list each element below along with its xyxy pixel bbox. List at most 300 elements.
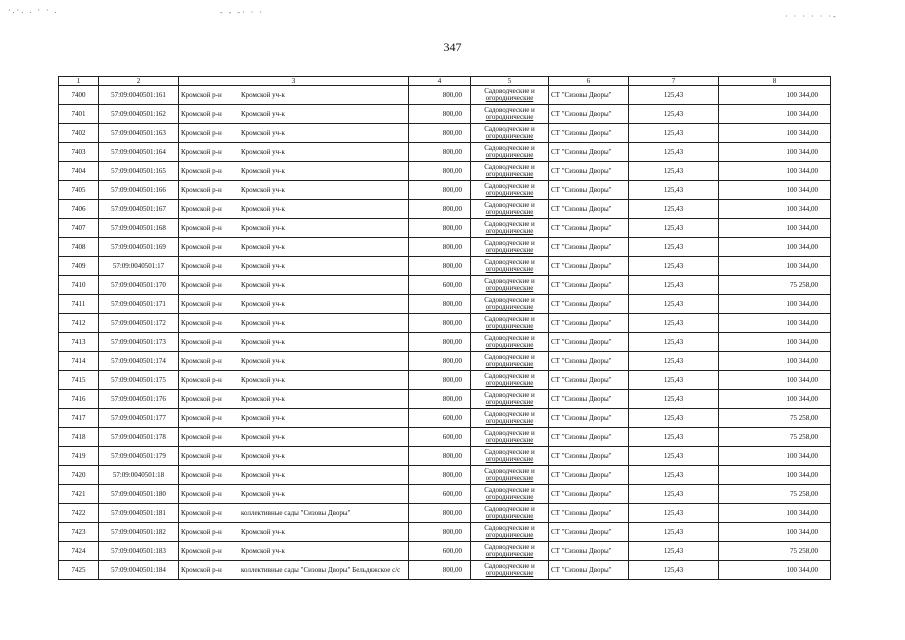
row-number: 7410 [59, 276, 99, 295]
cadastral-value: 100 344,00 [719, 162, 831, 181]
row-number: 7406 [59, 200, 99, 219]
area: 600,00 [409, 542, 471, 561]
unit-price: 125,43 [629, 219, 719, 238]
land-use-category [471, 143, 549, 162]
row-number: 7420 [59, 466, 99, 485]
column-header: 5 [471, 77, 549, 86]
cadastral-number: 57:09:0040501:168 [99, 219, 179, 238]
row-number: 7419 [59, 447, 99, 466]
place: Кромской уч-к [241, 148, 285, 156]
cadastral-value: 75 258,00 [719, 409, 831, 428]
table-row [59, 200, 831, 219]
district: Кромской р-н [181, 338, 222, 346]
cadastral-value: 100 344,00 [719, 257, 831, 276]
table-row [59, 143, 831, 162]
unit-price: 125,43 [629, 295, 719, 314]
land-use-category [471, 504, 549, 523]
row-number: 7407 [59, 219, 99, 238]
organization: СТ "Сизовы Дворы" [549, 485, 629, 504]
category-line-1: Садоводческие и [484, 334, 535, 342]
land-use-category [471, 105, 549, 124]
category-line-2: огороднические [485, 246, 534, 254]
row-number: 7405 [59, 181, 99, 200]
scan-artifact-left: ·.·. . · · . [8, 6, 59, 15]
location [179, 143, 409, 162]
category-line-2: огороднические [485, 94, 534, 102]
category-line-2: огороднические [485, 417, 534, 425]
district: Кромской р-н [181, 547, 222, 555]
cadastral-value: 100 344,00 [719, 523, 831, 542]
unit-price: 125,43 [629, 409, 719, 428]
table-row [59, 181, 831, 200]
category-line-2: огороднические [485, 531, 534, 539]
category-line-1: Садоводческие и [484, 467, 535, 475]
area: 800,00 [409, 523, 471, 542]
cadastral-value: 75 258,00 [719, 276, 831, 295]
category-line-1: Садоводческие и [484, 106, 535, 114]
table-row [59, 105, 831, 124]
column-header: 6 [549, 77, 629, 86]
category-line-1: Садоводческие и [484, 486, 535, 494]
organization: СТ "Сизовы Дворы" [549, 143, 629, 162]
area: 600,00 [409, 409, 471, 428]
area: 800,00 [409, 466, 471, 485]
area: 800,00 [409, 295, 471, 314]
unit-price: 125,43 [629, 352, 719, 371]
place: Кромской уч-к [241, 224, 285, 232]
land-use-category [471, 523, 549, 542]
place: коллективные сады "Сизовы Дворы" Бельдяжское с/с [241, 566, 401, 574]
area: 800,00 [409, 352, 471, 371]
column-header: 1 [59, 77, 99, 86]
category-line-1: Садоводческие и [484, 372, 535, 380]
land-use-category [471, 333, 549, 352]
land-use-category [471, 162, 549, 181]
table-row [59, 295, 831, 314]
district: Кромской р-н [181, 281, 222, 289]
category-line-2: огороднические [485, 284, 534, 292]
district: Кромской р-н [181, 205, 222, 213]
table-row [59, 352, 831, 371]
cadastral-number: 57:09:0040501:181 [99, 504, 179, 523]
district: Кромской р-н [181, 414, 222, 422]
area: 800,00 [409, 447, 471, 466]
land-use-category [471, 314, 549, 333]
scan-artifact-center: - - -· · · [220, 8, 264, 17]
category-line-2: огороднические [485, 189, 534, 197]
cadastral-number: 57:09:0040501:162 [99, 105, 179, 124]
cadastral-value: 100 344,00 [719, 352, 831, 371]
unit-price: 125,43 [629, 333, 719, 352]
organization: СТ "Сизовы Дворы" [549, 561, 629, 580]
unit-price: 125,43 [629, 371, 719, 390]
category-line-2: огороднические [485, 265, 534, 273]
district: Кромской р-н [181, 110, 222, 118]
category-line-1: Садоводческие и [484, 144, 535, 152]
location [179, 504, 409, 523]
cadastral-number: 57:09:0040501:183 [99, 542, 179, 561]
land-use-category [471, 371, 549, 390]
organization: СТ "Сизовы Дворы" [549, 447, 629, 466]
land-use-category [471, 542, 549, 561]
area: 800,00 [409, 105, 471, 124]
unit-price: 125,43 [629, 276, 719, 295]
organization: СТ "Сизовы Дворы" [549, 466, 629, 485]
location [179, 86, 409, 105]
row-number: 7422 [59, 504, 99, 523]
location [179, 409, 409, 428]
table-row [59, 257, 831, 276]
scan-artifact-right: · · · · · ·- [785, 12, 838, 21]
area: 800,00 [409, 181, 471, 200]
cadastral-value: 100 344,00 [719, 143, 831, 162]
table-row [59, 276, 831, 295]
cadastral-value: 100 344,00 [719, 466, 831, 485]
unit-price: 125,43 [629, 238, 719, 257]
row-number: 7414 [59, 352, 99, 371]
row-number: 7408 [59, 238, 99, 257]
cadastral-number: 57:09:0040501:18 [99, 466, 179, 485]
category-line-1: Садоводческие и [484, 182, 535, 190]
district: Кромской р-н [181, 490, 222, 498]
table-row [59, 466, 831, 485]
place: Кромской уч-к [241, 129, 285, 137]
location [179, 314, 409, 333]
row-number: 7424 [59, 542, 99, 561]
land-use-category [471, 124, 549, 143]
organization: СТ "Сизовы Дворы" [549, 504, 629, 523]
organization: СТ "Сизовы Дворы" [549, 352, 629, 371]
area: 800,00 [409, 504, 471, 523]
location [179, 390, 409, 409]
district: Кромской р-н [181, 167, 222, 175]
location [179, 295, 409, 314]
table-row [59, 314, 831, 333]
row-number: 7421 [59, 485, 99, 504]
area: 800,00 [409, 561, 471, 580]
category-line-2: огороднические [485, 512, 534, 520]
district: Кромской р-н [181, 566, 222, 574]
organization: СТ "Сизовы Дворы" [549, 390, 629, 409]
district: Кромской р-н [181, 433, 222, 441]
category-line-2: огороднические [485, 227, 534, 235]
cadastral-number: 57:09:0040501:169 [99, 238, 179, 257]
column-header: 2 [99, 77, 179, 86]
cadastral-value: 100 344,00 [719, 181, 831, 200]
table-row [59, 561, 831, 580]
table-row [59, 409, 831, 428]
area: 800,00 [409, 333, 471, 352]
area: 800,00 [409, 124, 471, 143]
district: Кромской р-н [181, 452, 222, 460]
cadastral-value: 100 344,00 [719, 238, 831, 257]
land-use-category [471, 485, 549, 504]
unit-price: 125,43 [629, 561, 719, 580]
area: 800,00 [409, 371, 471, 390]
location [179, 333, 409, 352]
land-use-category [471, 238, 549, 257]
unit-price: 125,43 [629, 200, 719, 219]
table-row [59, 124, 831, 143]
category-line-1: Садоводческие и [484, 429, 535, 437]
row-number: 7403 [59, 143, 99, 162]
cadastral-value: 100 344,00 [719, 447, 831, 466]
district: Кромской р-н [181, 319, 222, 327]
place: Кромской уч-к [241, 91, 285, 99]
category-line-2: огороднические [485, 360, 534, 368]
district: Кромской р-н [181, 262, 222, 270]
table-row [59, 333, 831, 352]
location [179, 523, 409, 542]
area: 800,00 [409, 200, 471, 219]
area: 800,00 [409, 314, 471, 333]
category-line-1: Садоводческие и [484, 163, 535, 171]
category-line-1: Садоводческие и [484, 258, 535, 266]
cadastral-value: 75 258,00 [719, 485, 831, 504]
cadastral-value: 100 344,00 [719, 86, 831, 105]
row-number: 7417 [59, 409, 99, 428]
district: Кромской р-н [181, 91, 222, 99]
unit-price: 125,43 [629, 466, 719, 485]
column-header-row [59, 77, 831, 86]
category-line-2: огороднические [485, 398, 534, 406]
organization: СТ "Сизовы Дворы" [549, 105, 629, 124]
category-line-1: Садоводческие и [484, 391, 535, 399]
organization: СТ "Сизовы Дворы" [549, 162, 629, 181]
district: Кромской р-н [181, 243, 222, 251]
category-line-1: Садоводческие и [484, 410, 535, 418]
area: 800,00 [409, 219, 471, 238]
land-use-category [471, 561, 549, 580]
table-row [59, 542, 831, 561]
category-line-1: Садоводческие и [484, 87, 535, 95]
row-number: 7416 [59, 390, 99, 409]
place: Кромской уч-к [241, 490, 285, 498]
district: Кромской р-н [181, 186, 222, 194]
cadastral-number: 57:09:0040501:184 [99, 561, 179, 580]
table-row [59, 485, 831, 504]
organization: СТ "Сизовы Дворы" [549, 428, 629, 447]
unit-price: 125,43 [629, 390, 719, 409]
table-row [59, 504, 831, 523]
cadastral-number: 57:09:0040501:174 [99, 352, 179, 371]
cadastral-number: 57:09:0040501:180 [99, 485, 179, 504]
place: Кромской уч-к [241, 262, 285, 270]
land-use-category [471, 428, 549, 447]
category-line-2: огороднические [485, 436, 534, 444]
place: Кромской уч-к [241, 528, 285, 536]
unit-price: 125,43 [629, 447, 719, 466]
row-number: 7401 [59, 105, 99, 124]
land-use-category [471, 219, 549, 238]
location [179, 162, 409, 181]
place: Кромской уч-к [241, 167, 285, 175]
organization: СТ "Сизовы Дворы" [549, 409, 629, 428]
organization: СТ "Сизовы Дворы" [549, 238, 629, 257]
column-header: 7 [629, 77, 719, 86]
unit-price: 125,43 [629, 523, 719, 542]
organization: СТ "Сизовы Дворы" [549, 276, 629, 295]
cadastral-value: 100 344,00 [719, 314, 831, 333]
cadastral-number: 57:09:0040501:177 [99, 409, 179, 428]
area: 600,00 [409, 276, 471, 295]
category-line-2: огороднические [485, 303, 534, 311]
unit-price: 125,43 [629, 181, 719, 200]
category-line-1: Садоводческие и [484, 315, 535, 323]
column-header: 4 [409, 77, 471, 86]
category-line-1: Садоводческие и [484, 277, 535, 285]
organization: СТ "Сизовы Дворы" [549, 371, 629, 390]
cadastral-number: 57:09:0040501:164 [99, 143, 179, 162]
category-line-1: Садоводческие и [484, 505, 535, 513]
district: Кромской р-н [181, 148, 222, 156]
row-number: 7409 [59, 257, 99, 276]
cadastral-number: 57:09:0040501:176 [99, 390, 179, 409]
organization: СТ "Сизовы Дворы" [549, 333, 629, 352]
place: Кромской уч-к [241, 376, 285, 384]
cadastral-value: 100 344,00 [719, 504, 831, 523]
cadastral-value: 100 344,00 [719, 371, 831, 390]
unit-price: 125,43 [629, 105, 719, 124]
unit-price: 125,43 [629, 143, 719, 162]
location [179, 466, 409, 485]
cadastral-number: 57:09:0040501:163 [99, 124, 179, 143]
category-line-2: огороднические [485, 322, 534, 330]
cadastral-value: 100 344,00 [719, 105, 831, 124]
unit-price: 125,43 [629, 485, 719, 504]
unit-price: 125,43 [629, 542, 719, 561]
table-row [59, 371, 831, 390]
cadastral-value: 75 258,00 [719, 542, 831, 561]
land-use-category [471, 352, 549, 371]
land-use-category [471, 409, 549, 428]
place: Кромской уч-к [241, 471, 285, 479]
place: Кромской уч-к [241, 414, 285, 422]
location [179, 371, 409, 390]
row-number: 7418 [59, 428, 99, 447]
cadastral-number: 57:09:0040501:167 [99, 200, 179, 219]
location [179, 542, 409, 561]
place: Кромской уч-к [241, 319, 285, 327]
cadastral-value: 100 344,00 [719, 295, 831, 314]
cadastral-value: 75 258,00 [719, 428, 831, 447]
row-number: 7402 [59, 124, 99, 143]
category-line-2: огороднические [485, 379, 534, 387]
category-line-2: огороднические [485, 151, 534, 159]
unit-price: 125,43 [629, 257, 719, 276]
table-row [59, 390, 831, 409]
land-use-category [471, 390, 549, 409]
category-line-2: огороднические [485, 341, 534, 349]
row-number: 7411 [59, 295, 99, 314]
district: Кромской р-н [181, 471, 222, 479]
organization: СТ "Сизовы Дворы" [549, 86, 629, 105]
cadastral-value: 100 344,00 [719, 124, 831, 143]
district: Кромской р-н [181, 528, 222, 536]
category-line-1: Садоводческие и [484, 562, 535, 570]
location [179, 352, 409, 371]
district: Кромской р-н [181, 395, 222, 403]
cadastral-value: 100 344,00 [719, 200, 831, 219]
category-line-1: Садоводческие и [484, 125, 535, 133]
place: Кромской уч-к [241, 243, 285, 251]
area: 800,00 [409, 390, 471, 409]
cadastral-number: 57:09:0040501:173 [99, 333, 179, 352]
place: Кромской уч-к [241, 395, 285, 403]
table-row [59, 428, 831, 447]
cadastral-value: 100 344,00 [719, 219, 831, 238]
place: Кромской уч-к [241, 205, 285, 213]
area: 800,00 [409, 257, 471, 276]
category-line-2: огороднические [485, 569, 534, 577]
table-row [59, 162, 831, 181]
area: 800,00 [409, 162, 471, 181]
place: Кромской уч-к [241, 433, 285, 441]
category-line-1: Садоводческие и [484, 353, 535, 361]
location [179, 428, 409, 447]
column-header: 3 [179, 77, 409, 86]
unit-price: 125,43 [629, 86, 719, 105]
location [179, 485, 409, 504]
table-row [59, 447, 831, 466]
place: коллективные сады "Сизовы Дворы" [241, 509, 351, 517]
cadastral-number: 57:09:0040501:17 [99, 257, 179, 276]
category-line-1: Садоводческие и [484, 296, 535, 304]
row-number: 7404 [59, 162, 99, 181]
row-number: 7400 [59, 86, 99, 105]
location [179, 257, 409, 276]
unit-price: 125,43 [629, 428, 719, 447]
category-line-1: Садоводческие и [484, 239, 535, 247]
place: Кромской уч-к [241, 300, 285, 308]
location [179, 181, 409, 200]
row-number: 7415 [59, 371, 99, 390]
organization: СТ "Сизовы Дворы" [549, 200, 629, 219]
place: Кромской уч-к [241, 281, 285, 289]
land-use-category [471, 276, 549, 295]
land-plots-table [58, 76, 831, 580]
land-use-category [471, 466, 549, 485]
cadastral-number: 57:09:0040501:178 [99, 428, 179, 447]
category-line-2: огороднические [485, 113, 534, 121]
organization: СТ "Сизовы Дворы" [549, 542, 629, 561]
location [179, 124, 409, 143]
category-line-1: Садоводческие и [484, 201, 535, 209]
land-use-category [471, 200, 549, 219]
category-line-2: огороднические [485, 208, 534, 216]
place: Кромской уч-к [241, 547, 285, 555]
table-row [59, 86, 831, 105]
cadastral-number: 57:09:0040501:161 [99, 86, 179, 105]
area: 600,00 [409, 428, 471, 447]
table-row [59, 219, 831, 238]
land-use-category [471, 181, 549, 200]
location [179, 105, 409, 124]
row-number: 7425 [59, 561, 99, 580]
cadastral-number: 57:09:0040501:175 [99, 371, 179, 390]
table-row [59, 238, 831, 257]
area: 600,00 [409, 485, 471, 504]
district: Кромской р-н [181, 129, 222, 137]
organization: СТ "Сизовы Дворы" [549, 219, 629, 238]
row-number: 7423 [59, 523, 99, 542]
cadastral-number: 57:09:0040501:165 [99, 162, 179, 181]
category-line-2: огороднические [485, 455, 534, 463]
district: Кромской р-н [181, 224, 222, 232]
table-body [59, 86, 831, 580]
unit-price: 125,43 [629, 504, 719, 523]
land-use-category [471, 447, 549, 466]
